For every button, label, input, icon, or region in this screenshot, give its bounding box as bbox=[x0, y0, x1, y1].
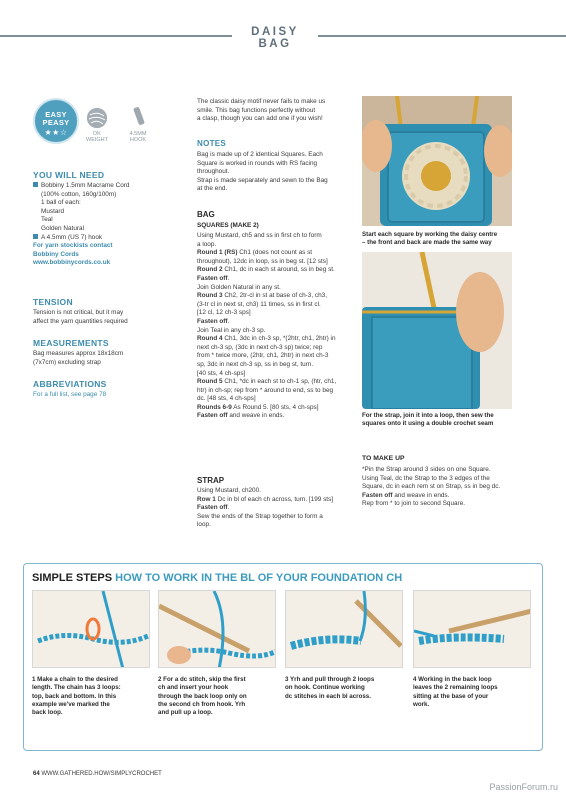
bag-instruction-line: [12 cl, 12 ch-3 sps] bbox=[197, 309, 251, 317]
bag-instruction-line: htr) in ch-sp; rep from * around to end, ss to beg bbox=[197, 386, 334, 394]
intro-text bbox=[197, 98, 357, 124]
yarn-weight-value: DK bbox=[93, 131, 101, 137]
strap-instruction-line: Using Mustard, ch200. bbox=[197, 487, 261, 494]
colour-golden-natural: Golden Natural bbox=[41, 224, 84, 232]
stockist-name: Bobbiny Cords bbox=[33, 250, 79, 258]
step-line: and pull up a loop. bbox=[158, 709, 213, 717]
make-up-instruction-line: *Pin the Strap around 3 sides on one Square. bbox=[362, 466, 491, 473]
crochet-hook-icon bbox=[125, 106, 153, 128]
page-number: 64 bbox=[33, 771, 40, 777]
bag-instruction-line: Join Teal in any ch-3 sp. bbox=[197, 326, 266, 334]
strap-instructions bbox=[197, 487, 357, 530]
step-3-image bbox=[285, 590, 403, 668]
bag-instruction-line: throughout), 12dc in loop, ss in beg st. [12 sts] bbox=[197, 257, 328, 265]
make-up-instruction-line: Rep from * to join to second Square. bbox=[362, 500, 466, 508]
intro-line: a clasp, though you can add one if you wish! bbox=[197, 115, 323, 123]
notes-line: throughout. bbox=[197, 168, 230, 176]
step-2-image bbox=[158, 590, 276, 668]
yarn-quantity: 1 ball of each: bbox=[41, 199, 81, 207]
notes-heading: NOTES bbox=[197, 139, 227, 148]
photo-daisy-square bbox=[362, 96, 512, 226]
easy-peasy-label: EASY PEASY bbox=[42, 110, 70, 127]
bag-instruction-line: [40 sts, 4 ch-sps] bbox=[197, 369, 246, 377]
instruction-label: Fasten off bbox=[362, 491, 393, 499]
bag-instruction-line: sp, 3dc in next ch-3 sp, ss in beg st, turn. bbox=[197, 360, 314, 368]
hook-size-unit: HOOK bbox=[129, 137, 147, 143]
hook-size-value: 4.5MM bbox=[129, 131, 147, 137]
tension-heading: TENSION bbox=[33, 297, 73, 307]
header-rule-right bbox=[318, 35, 566, 37]
abbreviations-link[interactable]: For a full list, see page 78 bbox=[33, 391, 107, 398]
stockist-link[interactable]: www.bobbinycords.co.uk bbox=[33, 259, 111, 267]
step-3-text bbox=[285, 676, 403, 701]
page-title: DAISY BAG bbox=[251, 26, 299, 50]
bag-instruction-line: Fasten off and weave in ends. bbox=[197, 412, 285, 420]
instruction-label: Fasten off bbox=[197, 317, 228, 325]
step-4-text bbox=[413, 676, 531, 709]
to-make-up-instructions bbox=[362, 466, 522, 509]
caption-line: – the front and back are made the same way bbox=[362, 239, 492, 247]
abbreviations-heading: ABBREVIATIONS bbox=[33, 379, 107, 389]
step-line: back loop. bbox=[32, 709, 63, 717]
to-make-up-heading: TO MAKE UP bbox=[362, 455, 405, 462]
colour-mustard: Mustard bbox=[41, 207, 65, 215]
bag-instruction-line: Fasten off. bbox=[197, 274, 230, 282]
stockists-text: For yarn stockists contact bbox=[33, 242, 113, 250]
difficulty-badges bbox=[33, 98, 153, 156]
tension-line: Tension is not critical, but it may bbox=[33, 309, 124, 316]
step-line: ch and insert your hook bbox=[158, 684, 229, 692]
bag-instruction-line: Round 3 Ch2, 2tr-cl in st at base of ch-3, ch3, bbox=[197, 292, 327, 300]
yarn-ball-icon bbox=[87, 108, 107, 128]
instruction-label: Round 5 bbox=[197, 378, 223, 386]
bag-instruction-line: Round 2 Ch1, dc in each st around, ss in beg st. bbox=[197, 266, 335, 274]
materials-item bbox=[33, 234, 193, 243]
photo-bag-strap bbox=[362, 252, 512, 409]
measurements-line: Bag measures approx 18x18cm bbox=[33, 350, 124, 357]
simple-steps-subtitle: HOW TO WORK IN THE BL OF YOUR FOUNDATION CH bbox=[115, 572, 403, 584]
difficulty-stars: ★★☆ bbox=[44, 128, 68, 137]
yarn-composition: (100% cotton, 160g/100m) bbox=[41, 190, 117, 198]
you-will-need-list bbox=[33, 182, 193, 268]
step-line: dc stitches in each bl across. bbox=[285, 692, 371, 700]
instruction-label: Row 1 bbox=[197, 495, 216, 503]
tension-text bbox=[33, 309, 193, 326]
caption-line: squares onto it using a double crochet seam bbox=[362, 420, 494, 428]
simple-steps-title bbox=[32, 572, 402, 584]
bullet-square-icon bbox=[33, 182, 38, 187]
strap-heading: STRAP bbox=[197, 476, 225, 485]
strap-instruction-line: Sew the ends of the Strap together to form a bbox=[197, 512, 323, 520]
instruction-label: Fasten off bbox=[197, 274, 228, 282]
bag-instructions bbox=[197, 232, 357, 421]
notes-line: Strap is made separately and sewn to the Bag bbox=[197, 176, 328, 184]
make-up-instruction-line: Square, dc in each rem st on Strap, ss in beg dc. bbox=[362, 483, 501, 491]
bag-heading: BAG bbox=[197, 210, 215, 219]
instruction-label: Rounds 6-9 bbox=[197, 403, 232, 411]
header-rule-left bbox=[0, 35, 232, 37]
photo2-caption bbox=[362, 412, 517, 428]
caption-line: Start each square by working the daisy centre bbox=[362, 231, 498, 238]
notes-line: Square is worked in rounds with RS facing bbox=[197, 159, 318, 167]
bag-instruction-line: Using Mustard, ch5 and ss in first ch to form bbox=[197, 232, 322, 239]
make-up-instruction-line: Fasten off and weave in ends. bbox=[362, 491, 450, 499]
step-1-text bbox=[32, 676, 150, 717]
step-line: on hook. Continue working bbox=[285, 684, 365, 692]
simple-steps-label: SIMPLE STEPS bbox=[32, 572, 113, 584]
step-line: work. bbox=[413, 700, 430, 708]
squares-subheading: SQUARES (MAKE 2) bbox=[197, 222, 259, 229]
step-line: 2 For a dc stitch, skip the first bbox=[158, 676, 246, 683]
tension-line: affect the yarn quantities required bbox=[33, 317, 128, 325]
step-line: the second ch from hook. Yrh bbox=[158, 700, 246, 708]
bag-instruction-line: Fasten off. bbox=[197, 317, 230, 325]
materials-item bbox=[33, 182, 193, 191]
step-1-image bbox=[32, 590, 150, 668]
bag-instruction-line: next ch-3 sp, (3dc in next ch-3 sp) twice; rep bbox=[197, 343, 323, 351]
yarn-weight-label bbox=[83, 131, 111, 143]
bag-instruction-line: Round 5 Ch1, *dc in each st to ch-1 sp, (htr, ch1, bbox=[197, 378, 337, 386]
bag-instruction-line: Rounds 6-9 As Round 5. [80 sts, 4 ch-sps] bbox=[197, 403, 319, 411]
strap-instruction-line: loop. bbox=[197, 521, 211, 529]
instruction-label: Fasten off bbox=[197, 412, 228, 420]
step-line: 4 Working in the back loop bbox=[413, 676, 492, 683]
bag-instruction-line: Join Golden Natural in any st. bbox=[197, 283, 281, 291]
step-line: through the back loop only on bbox=[158, 692, 247, 700]
step-line: 3 Yrh and pull through 2 loops bbox=[285, 676, 375, 683]
bullet-square-icon bbox=[33, 234, 38, 239]
hook-item: A 4.5mm (US 7) hook bbox=[41, 233, 103, 241]
bag-instruction-line: dc. [48 sts, 4 ch-sps] bbox=[197, 395, 256, 403]
measurements-text bbox=[33, 350, 193, 367]
hook-size-label bbox=[121, 131, 155, 143]
yarn-weight-unit: WEIGHT bbox=[86, 137, 108, 143]
instruction-label: Round 3 bbox=[197, 292, 223, 300]
bag-instruction-line: from * twice more, (2htr, ch1, 2htr) in next ch-3 bbox=[197, 352, 329, 360]
step-line: 1 Make a chain to the desired bbox=[32, 676, 118, 683]
step-line: leaves the 2 remaining loops bbox=[413, 684, 498, 692]
instruction-label: Round 2 bbox=[197, 266, 223, 274]
step-4-image bbox=[413, 590, 531, 668]
colour-teal: Teal bbox=[41, 216, 53, 224]
photo1-caption bbox=[362, 231, 517, 247]
step-line: sitting at the base of your bbox=[413, 692, 489, 700]
bag-instruction-line: (3-tr cl in next st, ch3) 11 times, ss in first cl. bbox=[197, 300, 321, 308]
notes-line: Bag is made up of 2 identical Squares. Each bbox=[197, 151, 323, 158]
bag-instruction-line: Round 1 (RS) Ch1 (does not count as st bbox=[197, 249, 313, 257]
measurements-line: (7x7cm) excluding strap bbox=[33, 358, 101, 366]
step-line: length. The chain has 3 loops: bbox=[32, 684, 121, 692]
easy-peasy-badge bbox=[33, 98, 79, 144]
watermark: PassionForum.ru bbox=[489, 782, 558, 792]
footer-url[interactable]: WWW.GATHERED.HOW/SIMPLYCROCHET bbox=[41, 771, 162, 777]
step-line: top, back and bottom. In this bbox=[32, 692, 117, 700]
strap-instruction-line: Fasten off. bbox=[197, 504, 230, 512]
step-line: example we've marked the bbox=[32, 700, 110, 708]
bag-instruction-line: Round 4 Ch1, 3dc in ch-3 sp, *(2htr, ch1, 2htr) in bbox=[197, 335, 336, 343]
step-2-text bbox=[158, 676, 276, 717]
instruction-label: Round 1 (RS) bbox=[197, 249, 238, 257]
instruction-label: Fasten off bbox=[197, 504, 228, 512]
make-up-instruction-line: Using Teal, dc the Strap to the 3 edges of the bbox=[362, 474, 490, 482]
notes-text bbox=[197, 151, 357, 194]
instruction-label: Round 4 bbox=[197, 335, 223, 343]
you-will-need-heading: YOU WILL NEED bbox=[33, 170, 105, 180]
page-footer bbox=[33, 771, 162, 777]
caption-line: For the strap, join it into a loop, then sew the bbox=[362, 412, 494, 419]
measurements-heading: MEASUREMENTS bbox=[33, 338, 109, 348]
yarn-name: Bobbiny 1.5mm Macrame Cord bbox=[41, 182, 130, 189]
notes-line: at the end. bbox=[197, 185, 228, 193]
intro-line: smile. This bag functions perfectly without bbox=[197, 106, 316, 114]
bag-instruction-line: a loop. bbox=[197, 240, 217, 248]
strap-instruction-line: Row 1 Dc in bl of each ch across, turn. [199 sts] bbox=[197, 495, 334, 503]
intro-line: The classic daisy motif never fails to make us bbox=[197, 98, 326, 105]
